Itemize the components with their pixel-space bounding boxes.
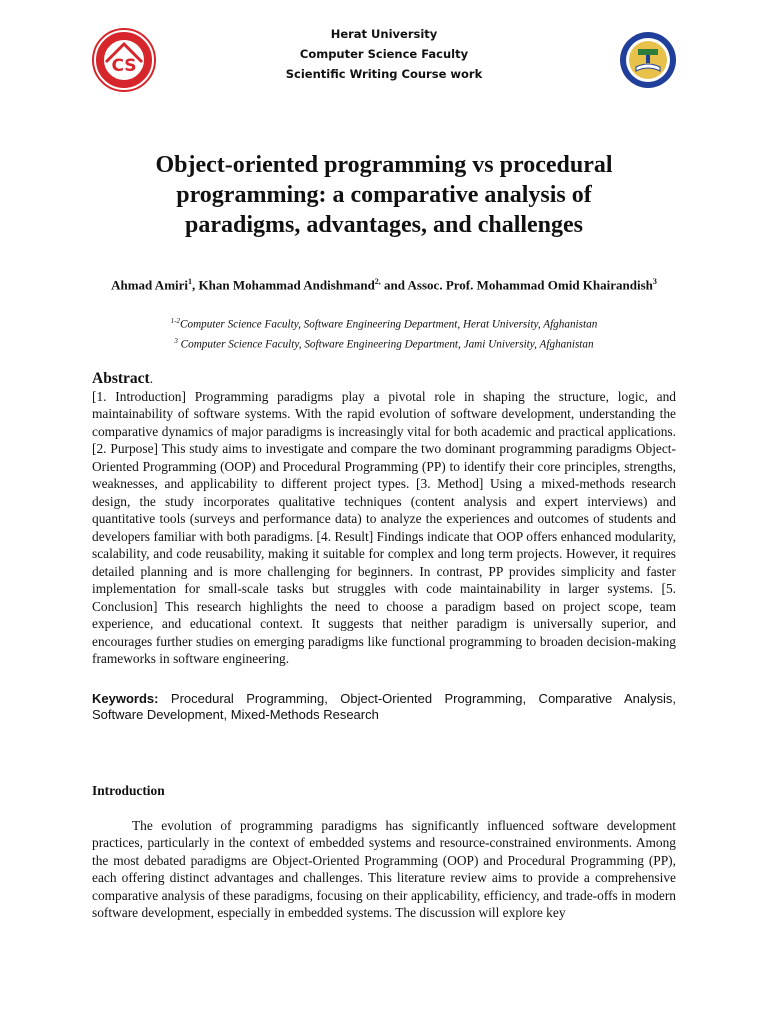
introduction-heading: Introduction	[92, 783, 165, 798]
introduction-body: The evolution of programming paradigms has significantly influenced software development practices, particularly in the context of embedded systems and resource-constrained environments. Among the most debated paradigms are Object-Oriented Programming (OOP) and Procedural Programming (PP), each offering distinct advantages and challenges. This literature review aims to provide a comprehensive comparative analysis of these paradigms, focusing on their applicability, efficiency, and trade-offs in modern software development, especially in embedded systems. The discussion will explore key	[92, 818, 676, 921]
course-name: Scientific Writing Course work	[285, 67, 483, 81]
university-header	[0, 24, 768, 84]
affiliation	[0, 334, 768, 352]
author-name: Khan Mohammad Andishmand	[198, 277, 375, 293]
paper-title: Object-oriented programming vs procedural programming: a comparative analysis of paradigms, advantages, and challenges	[155, 152, 613, 238]
affiliation-text: Computer Science Faculty, Software Engineering Department, Herat University, Afghanistan	[180, 318, 598, 331]
affiliation-text: Computer Science Faculty, Software Engineering Department, Jami University, Afghanistan	[177, 338, 594, 351]
svg-text:CS: CS	[111, 56, 137, 76]
author-affiliation-mark: 2,	[374, 277, 381, 286]
abstract-heading-punct: .	[149, 371, 154, 386]
affiliation-mark: 1-2	[170, 317, 181, 325]
keywords-list: Procedural Programming, Object-Oriented Programming, Comparative Analysis, Software Development, Mixed-Methods Research	[92, 691, 676, 722]
affiliation	[0, 314, 768, 332]
author-affiliation-mark: 1	[188, 277, 193, 286]
keywords-label: Keywords:	[92, 691, 159, 706]
author-separator: and	[380, 277, 408, 293]
keywords	[92, 691, 676, 723]
author-name: Assoc. Prof. Mohammad Omid Khairandish	[407, 277, 653, 293]
abstract-section	[92, 370, 676, 668]
university-name: Herat University	[330, 27, 438, 41]
affiliation-mark: 3	[174, 337, 178, 345]
faculty-name: Computer Science Faculty	[299, 47, 469, 61]
author-affiliation-mark: 3	[652, 277, 657, 286]
author-separator: ,	[192, 277, 199, 293]
abstract-heading: Abstract	[92, 370, 150, 387]
author-list	[110, 274, 658, 293]
author-name: Ahmad Amiri	[111, 277, 189, 293]
abstract-body: [1. Introduction] Programming paradigms play a pivotal role in shaping the structure, logic, and maintainability of software systems. With the rapid evolution of software development, understanding the comparative dynamics of major paradigms is increasingly vital for both academic and practical applications. [2. Purpose] This study aims to investigate and compare the two dominant programming paradigms Object-Oriented Programming (OOP) and Procedural Programming (PP) to identify their core principles, strengths, weaknesses, and applicability to different project types. [3. Method] Using a mixed-methods research design, the study incorporates qualitative techniques (content analysis and expert interviews) and quantitative tools (surveys and performance data) to analyze the experiences and outcomes of students and developers familiar with both paradigms. [4. Result] Findings indicate that OOP offers enhanced modularity, scalability, and code reusability, making it suitable for complex and long term projects. However, it requires detailed planning and is more challenging for beginners. In contrast, PP provides simplicity and faster implementation for small-scale tasks but struggles with code maintainability in larger systems. [5. Conclusion] This research highlights the need to choose a paradigm based on project scope, team experience, and educational context. It suggests that neither paradigm is universally superior, and encourages further studies on emerging paradigms like functional programming to broaden decision-making frameworks in software engineering.	[92, 388, 676, 666]
